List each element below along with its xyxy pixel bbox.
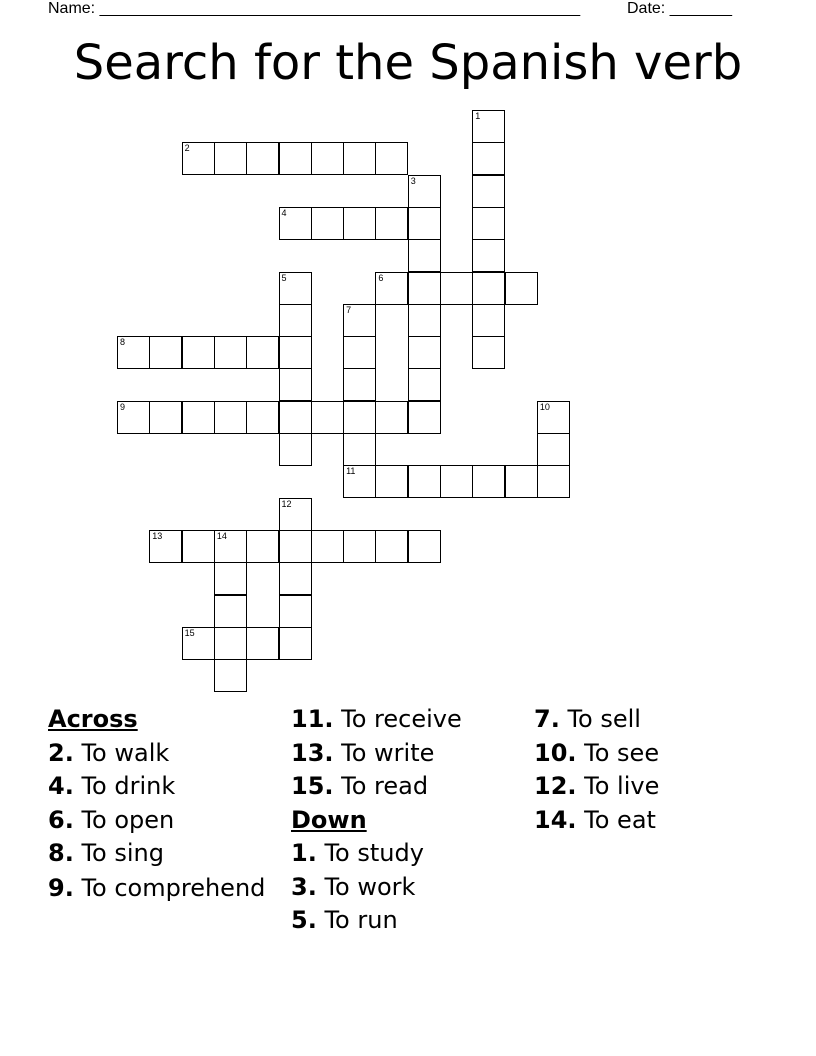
clues-column-1 — [48, 703, 278, 905]
clue-number: 3 — [410, 175, 416, 186]
crossword-cell[interactable] — [408, 207, 441, 240]
crossword-cell[interactable] — [279, 207, 312, 240]
date-line: Date: _______ — [627, 0, 732, 17]
page-title: Search for the Spanish verb — [73, 35, 743, 91]
crossword-cell[interactable] — [279, 595, 312, 628]
crossword-cell[interactable] — [505, 465, 538, 498]
crossword-cell[interactable] — [246, 627, 279, 660]
crossword-cell[interactable] — [214, 530, 247, 563]
crossword-cell[interactable] — [343, 142, 376, 175]
crossword-cell[interactable] — [537, 433, 570, 466]
crossword-cell[interactable] — [182, 530, 215, 563]
clue-number: 4 — [281, 207, 287, 218]
crossword-cell[interactable] — [279, 498, 312, 531]
crossword-cell[interactable] — [343, 401, 376, 434]
crossword-cell[interactable] — [214, 627, 247, 660]
crossword-cell[interactable] — [214, 142, 247, 175]
crossword-cell[interactable] — [214, 401, 247, 434]
crossword-cell[interactable] — [408, 239, 441, 272]
crossword-cell[interactable] — [408, 368, 441, 401]
crossword-cell[interactable] — [343, 207, 376, 240]
crossword-cell[interactable] — [311, 207, 344, 240]
crossword-cell[interactable] — [182, 627, 215, 660]
crossword-cell[interactable] — [279, 401, 312, 434]
clue-number: 6 — [378, 272, 384, 283]
crossword-cell[interactable] — [214, 659, 247, 692]
crossword-cell[interactable] — [472, 110, 505, 143]
clue-down-5: 5. To run — [291, 906, 398, 934]
crossword-cell[interactable] — [375, 465, 408, 498]
crossword-cell[interactable] — [279, 142, 312, 175]
crossword-cell[interactable] — [214, 562, 247, 595]
crossword-cell[interactable] — [375, 401, 408, 434]
clues-column-3 — [534, 703, 770, 837]
crossword-cell[interactable] — [472, 207, 505, 240]
crossword-cell[interactable] — [472, 175, 505, 208]
crossword-cell[interactable] — [375, 272, 408, 305]
crossword-cell[interactable] — [149, 336, 182, 369]
clues-column-2 — [291, 703, 527, 938]
crossword-cell[interactable] — [149, 530, 182, 563]
crossword-cell[interactable] — [279, 368, 312, 401]
clue-number: 7 — [346, 304, 352, 315]
clue-number: 5 — [281, 272, 287, 283]
crossword-cell[interactable] — [472, 336, 505, 369]
clue-across-11: 11. To receive — [291, 705, 462, 733]
crossword-cell[interactable] — [246, 530, 279, 563]
across-heading: Across — [48, 705, 138, 733]
crossword-cell[interactable] — [279, 336, 312, 369]
clue-down-14: 14. To eat — [534, 805, 656, 834]
clue-number: 8 — [120, 337, 126, 348]
crossword-cell[interactable] — [343, 530, 376, 563]
down-heading: Down — [291, 805, 367, 834]
crossword-cell[interactable] — [311, 530, 344, 563]
crossword-cell[interactable] — [408, 272, 441, 305]
crossword-cell[interactable] — [343, 304, 376, 337]
crossword-cell[interactable] — [279, 304, 312, 337]
crossword-cell[interactable] — [343, 336, 376, 369]
crossword-cell[interactable] — [214, 336, 247, 369]
crossword-cell[interactable] — [311, 142, 344, 175]
crossword-cell[interactable] — [246, 401, 279, 434]
crossword-cell[interactable] — [343, 368, 376, 401]
crossword-cell[interactable] — [472, 142, 505, 175]
clue-number: 9 — [120, 401, 126, 412]
crossword-cell[interactable] — [279, 562, 312, 595]
crossword-cell[interactable] — [375, 530, 408, 563]
crossword-cell[interactable] — [375, 142, 408, 175]
crossword-cell[interactable] — [182, 336, 215, 369]
crossword-cell[interactable] — [472, 272, 505, 305]
crossword-cell[interactable] — [408, 175, 441, 208]
crossword-cell[interactable] — [246, 336, 279, 369]
crossword-cell[interactable] — [440, 465, 473, 498]
clue-across-9: 9. To comprehend — [48, 873, 266, 902]
crossword-cell[interactable] — [279, 627, 312, 660]
crossword-cell[interactable] — [408, 465, 441, 498]
crossword-cell[interactable] — [117, 336, 150, 369]
clue-number: 11 — [346, 466, 356, 477]
clue-across-13: 13. To write — [291, 738, 435, 767]
crossword-cell[interactable] — [246, 142, 279, 175]
clue-across-2: 2. To walk — [48, 738, 170, 767]
clue-number: 13 — [152, 530, 163, 541]
clue-across-15: 15. To read — [291, 772, 429, 800]
clue-number: 12 — [281, 498, 292, 509]
clue-number: 1 — [475, 111, 481, 121]
crossword-cell[interactable] — [472, 465, 505, 498]
crossword-cell[interactable] — [408, 304, 441, 337]
crossword-cell[interactable] — [279, 530, 312, 563]
crossword-cell[interactable] — [311, 401, 344, 434]
crossword-cell[interactable] — [279, 433, 312, 466]
clue-across-8: 8. To sing — [48, 839, 164, 867]
crossword-cell[interactable] — [182, 142, 215, 175]
clue-number: 10 — [539, 401, 550, 412]
crossword-cell[interactable] — [343, 433, 376, 466]
name-line: Name: ______________________________________________________ — [48, 0, 581, 17]
clue-number: 14 — [216, 530, 227, 541]
crossword-cell[interactable] — [440, 272, 473, 305]
crossword-cell[interactable] — [214, 595, 247, 628]
clue-down-12: 12. To live — [534, 772, 660, 800]
crossword-cell[interactable] — [149, 401, 182, 434]
clue-across-4: 4. To drink — [48, 772, 176, 800]
crossword-cell[interactable] — [537, 465, 570, 498]
crossword-cell[interactable] — [472, 304, 505, 337]
clue-down-1: 1. To study — [291, 839, 424, 867]
clue-number: 2 — [184, 143, 190, 154]
crossword-cell[interactable] — [505, 272, 538, 305]
crossword-cell[interactable] — [472, 239, 505, 272]
crossword-cell[interactable] — [182, 401, 215, 434]
clue-down-10: 10. To see — [534, 738, 660, 767]
crossword-cell[interactable] — [279, 272, 312, 305]
clue-down-3: 3. To work — [291, 872, 416, 901]
crossword-cell[interactable] — [408, 401, 441, 434]
crossword-cell[interactable] — [117, 401, 150, 434]
clue-down-7: 7. To sell — [534, 705, 641, 733]
crossword-cell[interactable] — [537, 401, 570, 434]
crossword-cell[interactable] — [375, 207, 408, 240]
clue-across-6: 6. To open — [48, 805, 175, 834]
crossword-cell[interactable] — [408, 336, 441, 369]
crossword-cell[interactable] — [343, 465, 376, 498]
crossword-cell[interactable] — [408, 530, 441, 563]
clue-number: 15 — [184, 627, 195, 638]
